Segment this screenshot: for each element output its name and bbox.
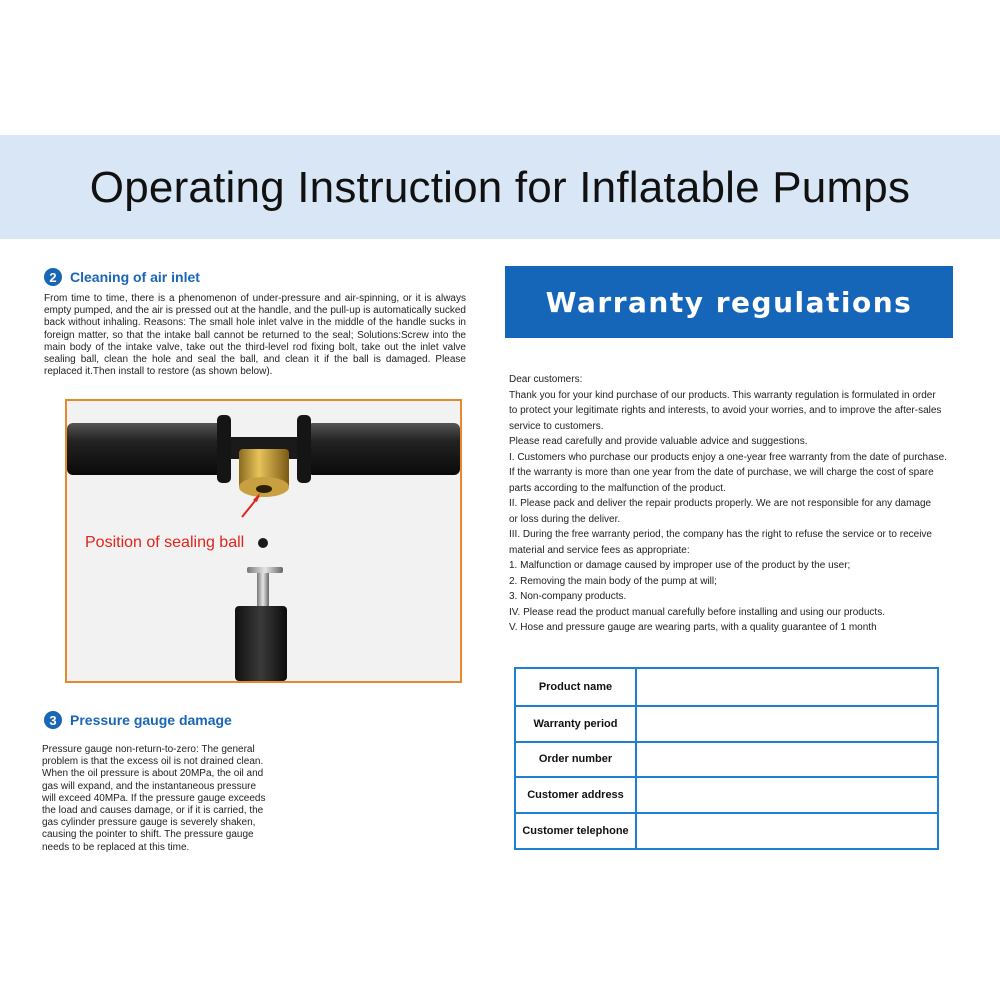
warranty-line: IV. Please read the product manual carefully before installing and using our products. [509, 606, 885, 618]
warranty-line: service to customers. [509, 420, 604, 432]
section-cleaning-text: From time to time, there is a phenomenon of under-pressure and air-spinning, or it is always empty pumped, and the air is pressed out at the handle, and the pull-up is automatically sucked back without inhaling. Reasons: The small hole inlet valve in the middle of the handle sucks in foreign matter, so that the intake ball cannot be returned to the seal; Solutions:Screw into the main body of the intake valve, take out the third-level rod fixing bolt, take out the inlet valve sealing ball, clean the hole and seal the ball, and clean it if the ball is damaged. Please replaced it.Then install to restore (as shown below). [44, 293, 466, 378]
warranty-line: 2. Removing the main body of the pump at will; [509, 575, 717, 587]
warranty-line: If the warranty is more than one year from the date of purchase, we will charge the cost of spare [509, 467, 934, 478]
section-cleaning-title: Cleaning of air inlet [70, 269, 200, 285]
customer-telephone-field[interactable] [637, 814, 937, 848]
warranty-line: 1. Malfunction or damage caused by improper use of the product by the user; [509, 560, 851, 571]
section-number-badge: 3 [44, 711, 62, 729]
warranty-line: or loss during the deliver. [509, 513, 621, 525]
warranty-period-field[interactable] [637, 707, 937, 741]
order-number-label: Order number [516, 743, 637, 777]
product-name-field[interactable] [637, 669, 937, 705]
customer-address-label: Customer address [516, 778, 637, 812]
section-cleaning-header [44, 268, 200, 286]
customer-telephone-label: Customer telephone [516, 814, 637, 848]
warranty-line: parts according to the malfunction of the product. [509, 482, 726, 494]
form-row-product-name [516, 669, 937, 705]
form-row-order-number [516, 741, 937, 777]
section-gauge-header [44, 711, 232, 729]
warranty-title: Warranty regulations [545, 285, 913, 319]
sealing-ball-label: Position of sealing ball [85, 534, 245, 551]
warranty-line: Dear customers: [509, 374, 583, 385]
form-row-customer-telephone [516, 812, 937, 848]
warranty-line: V. Hose and pressure gauge are wearing parts, with a quality guarantee of 1 month [509, 622, 877, 633]
warranty-line: III. During the free warranty period, the company has the right to refuse the service or to receive [509, 529, 932, 540]
form-row-warranty-period [516, 705, 937, 741]
warranty-text [509, 372, 954, 636]
warranty-line: 3. Non-company products. [509, 591, 627, 602]
warranty-line: material and service fees as appropriate: [509, 544, 690, 556]
page-title: Operating Instruction for Inflatable Pumps [89, 163, 911, 212]
warranty-info-form [514, 667, 939, 850]
customer-address-field[interactable] [637, 778, 937, 812]
form-row-customer-address [516, 776, 937, 812]
warranty-line: I. Customers who purchase our products enjoy a one-year free warranty from the date of purchase. [509, 451, 947, 463]
order-number-field[interactable] [637, 743, 937, 777]
warranty-line: Thank you for your kind purchase of our products. This warranty regulation is formulated in order [509, 389, 936, 401]
warranty-banner [505, 266, 953, 338]
section-number-badge: 2 [44, 268, 62, 286]
warranty-line: Please read carefully and provide valuable advice and suggestions. [509, 436, 808, 447]
section-gauge-text: Pressure gauge non-return-to-zero: The general problem is that the excess oil is not drained clean. When the oil pressure is about 20MPa, the oil and gas will expand, and the instantaneous pressure will exceed 40MPa. If the pressure gauge exceeds the load and causes damage, or if it is carried, the gas cylinder pressure gauge is severely shaken, causing the pointer to shift. The pressure gauge needs to be replaced at this time. [42, 744, 266, 853]
warranty-period-label: Warranty period [516, 707, 637, 741]
section-gauge-title: Pressure gauge damage [70, 712, 232, 728]
product-name-label: Product name [516, 669, 637, 705]
warranty-line: II. Please pack and deliver the repair products properly. We are not responsible for any damage [509, 498, 932, 509]
warranty-line: to protect your legitimate rights and interests, to avoid your worries, and to improve the after-sales [509, 405, 942, 416]
